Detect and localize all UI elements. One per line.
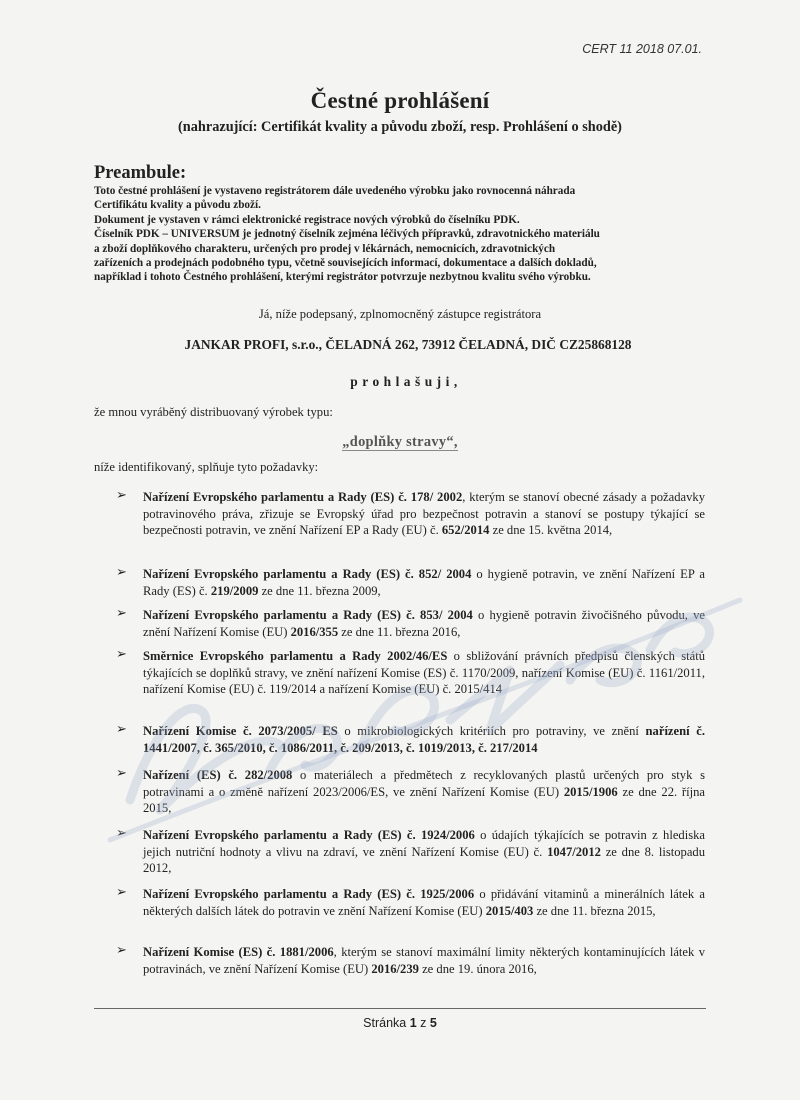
regulation-date: ze dne 15. května 2014, — [489, 523, 613, 538]
regulation-item — [116, 885, 705, 919]
regulation-text: , kterým se stanoví maximální limity některých kontaminujících látek v potravinách, ve znění Nařízení Komise (EU) — [143, 945, 705, 976]
preamble-heading: Preambule: — [94, 163, 187, 183]
footer-page-total: 5 — [429, 1016, 437, 1030]
regulation-name: Nařízení Komise (ES) č. 1881/2006 — [143, 945, 334, 959]
preamble-line: Číselník PDK – UNIVERSUM je jednotný číselník zejména léčivých přípravků, zdravotnického materiálu — [94, 228, 600, 241]
regulation-name: Nařízení Evropského parlamentu a Rady (ES) č. 1924/2006 — [143, 828, 475, 842]
regulation-amendment: 2015/403 — [485, 903, 534, 918]
footer-label: Stránka — [363, 1016, 407, 1030]
regulation-text: o přidávání vitaminů a minerálních látek a některých dalších látek do potravin ve znění Nařízení Komise (EU) — [143, 887, 705, 918]
arrow-bullet-icon: ➢ — [116, 606, 127, 621]
product-type — [0, 434, 800, 451]
regulation-item — [116, 565, 705, 599]
regulation-date: ze dne 19. února 2016, — [418, 961, 537, 976]
regulation-date: ze dne 8. listopadu 2012, — [143, 844, 706, 876]
regulation-text: , kterým se stanoví obecné zásady a požadavky potravinového práva, zřizuje se Evropský úřad pro bezpečnost potravin a stanoví se postupy týkající se bezpečnosti potravin, ve znění Nařízení EP a Rady (EU) č. — [143, 490, 706, 538]
preamble-line: a zboží doplňkového charakteru, určených pro prodej v lékárnách, nemocnicích, zdravotnických — [94, 242, 556, 255]
regulation-item — [116, 722, 705, 756]
regulation-name: Nařízení Evropského parlamentu a Rady (ES) č. 852/ 2004 — [143, 567, 472, 581]
regulation-amendment: 2016/239 — [371, 961, 419, 976]
regulation-name: Směrnice Evropského parlamentu a Rady 2002/46/ES — [143, 649, 448, 663]
regulation-amendment: 219/2009 — [210, 583, 259, 598]
arrow-bullet-icon: ➢ — [116, 826, 127, 841]
product-type-text: „doplňky stravy“, — [342, 434, 458, 450]
regulation-date: ze dne 11. března 2015, — [533, 903, 656, 918]
regulation-text: o sbližování právních předpisů členských států týkajících se doplňků stravy, ve znění nařízení Komise (ES) č. 1170/2009, nařízení Komise (EU) č. 1161/2011, nařízení Komise (EU) č. 119/2014 a nařízení Komise (EU) č. 2015/414 — [143, 649, 705, 697]
preamble-line: Toto čestné prohlášení je vystaveno registrátorem dále uvedeného výrobku jako rovnocenná náhrada — [94, 185, 576, 197]
regulation-date: ze dne 11. března 2016, — [338, 624, 461, 639]
regulation-amendment: nařízení č. 1441/2007, č. 365/2010, č. 1086/2011, č. 209/2013, č. 1019/2013, č. 217/2014 — [143, 724, 705, 755]
regulation-date: ze dne 22. října 2015, — [143, 784, 706, 816]
regulation-item — [116, 647, 705, 698]
regulation-name: Nařízení Komise č. 2073/2005/ ES — [143, 724, 338, 738]
document-subtitle: (nahrazující: Certifikát kvality a původu zboží, resp. Prohlášení o shodě) — [178, 119, 622, 135]
regulation-text: o mikrobiologických kritériích pro potraviny, ve znění — [337, 724, 646, 738]
regulation-amendment: 2015/1906 — [563, 784, 618, 799]
arrow-bullet-icon: ➢ — [116, 943, 127, 958]
requirements-intro: níže identifikovaný, splňuje tyto požadavky: — [94, 460, 319, 474]
regulation-item — [116, 766, 706, 817]
regulation-date: ze dne 11. března 2009, — [258, 583, 381, 598]
regulation-text: o údajích týkajících se potravin z hlediska jejich nutriční hodnoty a vlivu na zdraví, ve znění Nařízení Komise (EU) č. — [143, 828, 705, 859]
regulation-name: Nařízení (ES) č. 282/2008 — [143, 768, 293, 782]
document-title: Čestné prohlášení — [310, 88, 490, 113]
signatory-intro: Já, níže podepsaný, zplnomocněný zástupce registrátora — [258, 307, 542, 321]
footer-divider — [94, 1008, 706, 1009]
document-code: CERT 11 2018 07.01. — [582, 42, 702, 56]
product-intro: že mnou vyráběný distribuovaný výrobek typu: — [94, 405, 333, 419]
arrow-bullet-icon: ➢ — [116, 647, 127, 662]
regulation-item — [116, 488, 706, 539]
regulation-item — [116, 606, 705, 640]
regulation-name: Nařízení Evropského parlamentu a Rady (ES) č. 853/ 2004 — [143, 608, 473, 622]
regulation-text: o materiálech a předmětech z recyklovaných plastů určených pro styk s potravinami a o změně nařízení 2023/2006/ES, ve znění Nařízení Komise (EU) — [143, 768, 705, 799]
preamble-line: například i tohoto Čestného prohlášení, kterými registrátor potvrzuje nezbytnou kvalitu svého výrobku. — [94, 271, 591, 284]
preamble-line: zařízeních a prodejnách podobného typu, včetně souvisejících informací, dokumentace a dalších dokladů, — [94, 257, 597, 270]
regulation-text: o hygieně potravin živočišného původu, ve znění Nařízení Komise (EU) — [143, 608, 705, 639]
preamble-body — [94, 184, 734, 285]
regulation-amendment: 2016/355 — [290, 624, 339, 639]
page-footer — [0, 1016, 800, 1030]
preamble-line: Dokument je vystaven v rámci elektronické registrace nových výrobků do číselníku PDK. — [94, 213, 520, 226]
regulation-item — [116, 943, 705, 977]
arrow-bullet-icon: ➢ — [116, 722, 127, 737]
regulation-amendment: 1047/2012 — [547, 844, 601, 859]
regulation-item — [116, 826, 706, 877]
regulation-name: Nařízení Evropského parlamentu a Rady (ES) č. 178/ 2002 — [143, 490, 463, 504]
regulation-text: o hygieně potravin, ve znění Nařízení EP a Rady (ES) č. — [143, 567, 705, 598]
company-line: JANKAR PROFI, s.r.o., ČELADNÁ 262, 73912 ČELADNÁ, DIČ CZ25868128 — [184, 337, 632, 352]
arrow-bullet-icon: ➢ — [116, 766, 127, 781]
footer-of: z — [420, 1016, 427, 1030]
preamble-line: Certifikátu kvality a původu zboží. — [94, 199, 261, 212]
arrow-bullet-icon: ➢ — [116, 565, 127, 580]
arrow-bullet-icon: ➢ — [116, 885, 127, 900]
declaration-word: prohlašuji, — [350, 374, 462, 389]
regulation-name: Nařízení Evropského parlamentu a Rady (ES) č. 1925/2006 — [143, 887, 475, 901]
regulation-amendment: 652/2014 — [441, 523, 490, 538]
footer-page-number: 1 — [409, 1016, 417, 1030]
arrow-bullet-icon: ➢ — [116, 488, 127, 503]
